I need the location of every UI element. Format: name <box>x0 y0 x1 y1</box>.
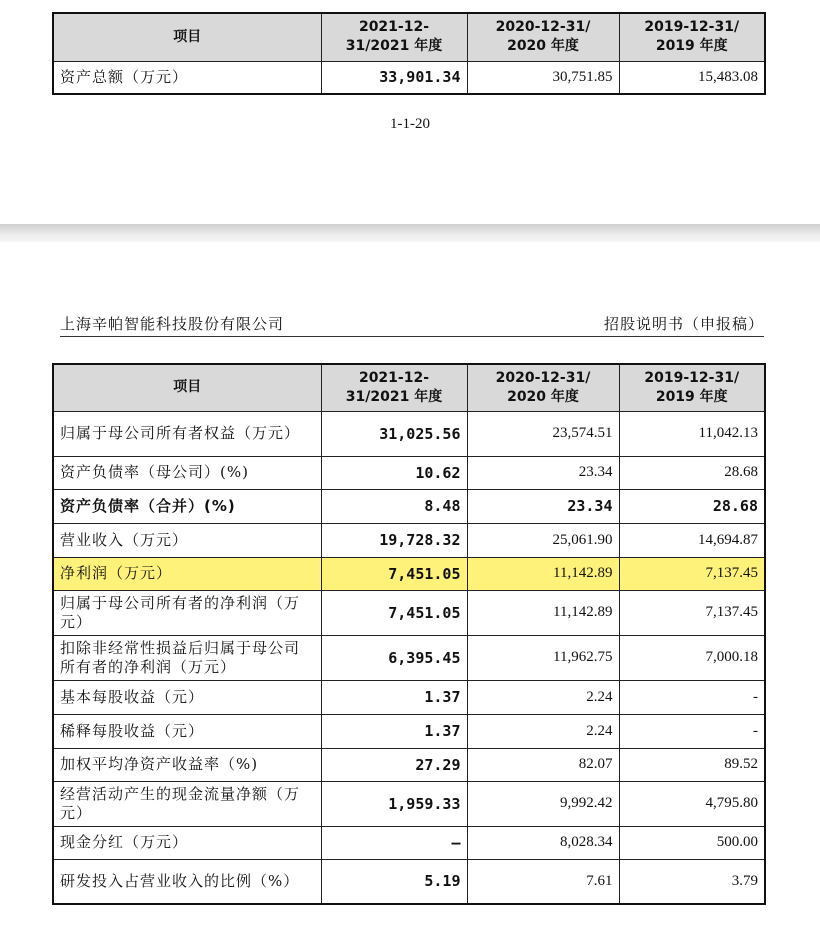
table-row <box>53 456 765 489</box>
table-header-row <box>53 13 765 61</box>
value-2019: 28.68 <box>619 456 765 489</box>
row-label: 扣除非经常性损益后归属于母公司所有者的净利润（万元） <box>53 635 321 680</box>
value-2020: 82.07 <box>467 748 619 781</box>
table-row <box>53 859 765 904</box>
value-2020: 23,574.51 <box>467 411 619 456</box>
value-2019: - <box>619 680 765 714</box>
value-2021: 31,025.56 <box>321 411 467 456</box>
row-label: 归属于母公司所有者权益（万元） <box>53 411 321 456</box>
table-row <box>53 714 765 748</box>
table-row <box>53 411 765 456</box>
value-2021: 1,959.33 <box>321 781 467 826</box>
header-2019: 2019-12-31/ 2019 年度 <box>619 364 765 411</box>
value-2020: 25,061.90 <box>467 523 619 557</box>
row-label: 稀释每股收益（元） <box>53 714 321 748</box>
page-number: 1-1-20 <box>390 116 430 132</box>
value-2019: 15,483.08 <box>619 61 765 94</box>
value-2021: 5.19 <box>321 859 467 904</box>
table-row <box>53 523 765 557</box>
value-2021: 1.37 <box>321 714 467 748</box>
row-label: 资产总额（万元） <box>53 61 321 94</box>
value-2020: 7.61 <box>467 859 619 904</box>
table-row <box>53 61 765 94</box>
value-2020: 2.24 <box>467 680 619 714</box>
row-label: 加权平均净资产收益率（%) <box>53 748 321 781</box>
row-label: 资产负债率（合并）(%) <box>53 489 321 523</box>
value-2021: 33,901.34 <box>321 61 467 94</box>
header-item: 项目 <box>53 364 321 411</box>
row-label: 基本每股收益（元） <box>53 680 321 714</box>
table-row <box>53 748 765 781</box>
value-2019: 14,694.87 <box>619 523 765 557</box>
value-2021: 8.48 <box>321 489 467 523</box>
value-2021: 19,728.32 <box>321 523 467 557</box>
value-2020: 23.34 <box>467 489 619 523</box>
value-2020: 11,962.75 <box>467 635 619 680</box>
value-2021: 27.29 <box>321 748 467 781</box>
value-2020: 2.24 <box>467 714 619 748</box>
row-label: 归属于母公司所有者的净利润（万元） <box>53 590 321 635</box>
company-name: 上海辛帕智能科技股份有限公司 <box>60 315 285 333</box>
value-2020: 11,142.89 <box>467 557 619 590</box>
row-label: 经营活动产生的现金流量净额（万元） <box>53 781 321 826</box>
table-row <box>53 489 765 523</box>
header-2020: 2020-12-31/ 2020 年度 <box>467 364 619 411</box>
value-2021: 10.62 <box>321 456 467 489</box>
value-2019: 28.68 <box>619 489 765 523</box>
document-header <box>60 314 764 337</box>
table-row <box>53 826 765 859</box>
financial-table <box>52 363 766 905</box>
value-2019: 7,137.45 <box>619 557 765 590</box>
table-row <box>53 590 765 635</box>
value-2020: 30,751.85 <box>467 61 619 94</box>
header-2019: 2019-12-31/ 2019 年度 <box>619 13 765 61</box>
value-2020: 11,142.89 <box>467 590 619 635</box>
table-header-row <box>53 364 765 411</box>
row-label: 现金分红（万元） <box>53 826 321 859</box>
value-2019: 7,137.45 <box>619 590 765 635</box>
top-table <box>52 12 766 95</box>
value-2019: 7,000.18 <box>619 635 765 680</box>
value-2019: 11,042.13 <box>619 411 765 456</box>
table-row <box>53 680 765 714</box>
value-2019: 500.00 <box>619 826 765 859</box>
row-label: 资产负债率（母公司）(%) <box>53 456 321 489</box>
document-type: 招股说明书（申报稿） <box>603 315 764 333</box>
value-2020: 8,028.34 <box>467 826 619 859</box>
value-2019: - <box>619 714 765 748</box>
page-gap <box>0 224 820 242</box>
value-2021: 7,451.05 <box>321 557 467 590</box>
value-2021: 7,451.05 <box>321 590 467 635</box>
value-2019: 89.52 <box>619 748 765 781</box>
row-label: 研发投入占营业收入的比例（%） <box>53 859 321 904</box>
value-2020: 23.34 <box>467 456 619 489</box>
value-2021: – <box>321 826 467 859</box>
row-label: 营业收入（万元） <box>53 523 321 557</box>
value-2019: 4,795.80 <box>619 781 765 826</box>
header-2020: 2020-12-31/ 2020 年度 <box>467 13 619 61</box>
row-label: 净利润（万元） <box>53 557 321 590</box>
header-2021: 2021-12- 31/2021 年度 <box>321 364 467 411</box>
value-2020: 9,992.42 <box>467 781 619 826</box>
header-item: 项目 <box>53 13 321 61</box>
value-2019: 3.79 <box>619 859 765 904</box>
table-row-highlighted <box>53 557 765 590</box>
value-2021: 1.37 <box>321 680 467 714</box>
table-row <box>53 781 765 826</box>
header-2021: 2021-12- 31/2021 年度 <box>321 13 467 61</box>
value-2021: 6,395.45 <box>321 635 467 680</box>
table-row <box>53 635 765 680</box>
